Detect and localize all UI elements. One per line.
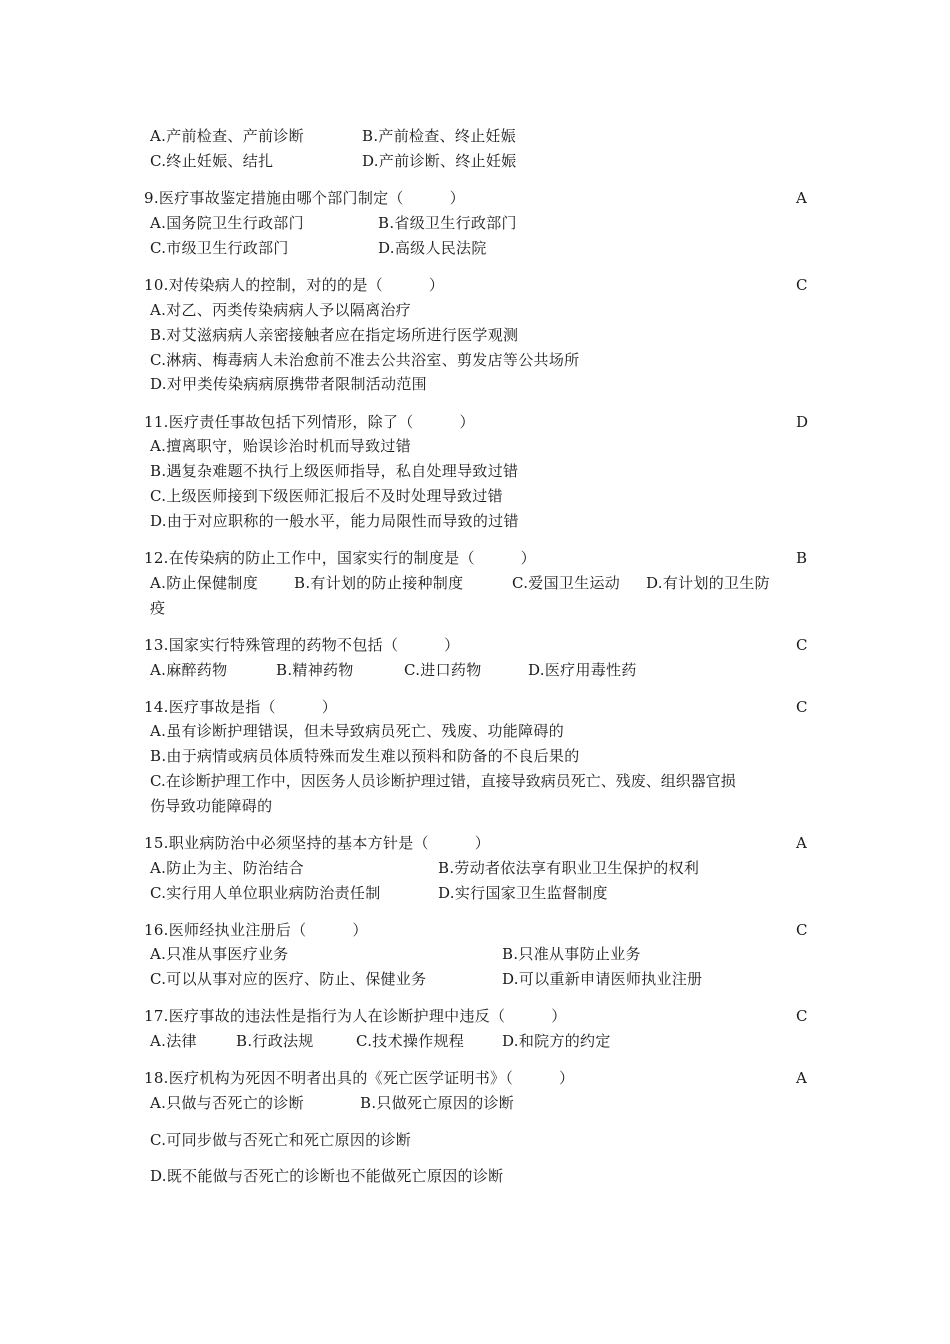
q16-option-b: B.只准从事防止业务 [502,945,641,963]
q12-option-a: A.防止保健制度 [150,574,259,592]
q9-answer: A [796,189,807,207]
q16-option-c: C.可以从事对应的医疗、防止、保健业务 [150,970,427,988]
q15-option-a: A.防止为主、防治结合 [150,859,304,877]
q9-option-a: A.国务院卫生行政部门 [150,214,304,232]
q9-stem: 9.医疗事故鉴定措施由哪个部门制定（ ） [144,189,465,207]
q18-option-a: A.只做与否死亡的诊断 [150,1094,304,1112]
q17-option-a: A.法律 [150,1032,197,1050]
q18-option-d: D.既不能做与否死亡的诊断也不能做死亡原因的诊断 [150,1167,504,1185]
q10-option-b: B.对艾滋病病人亲密接触者应在指定场所进行医学观测 [150,326,519,344]
q13-answer: C [796,636,808,654]
q14-option-a: A.虽有诊断护理错误，但未导致病员死亡、残废、功能障碍的 [150,722,565,740]
q15-option-c: C.实行用人单位职业病防治责任制 [150,884,381,902]
q18-option-c: C.可同步做与否死亡和死亡原因的诊断 [150,1131,412,1149]
q11-option-c: C.上级医师接到下级医师汇报后不及时处理导致过错 [150,487,503,505]
q10-option-d: D.对甲类传染病病原携带者限制活动范围 [150,375,427,393]
q10-answer: C [796,276,808,294]
q13-option-b: B.精神药物 [276,661,354,679]
q15-stem: 15.职业病防治中必须坚持的基本方针是（ ） [144,834,491,852]
q9-option-c: C.市级卫生行政部门 [150,239,289,257]
q8-option-b: B.产前检查、终止妊娠 [362,127,517,145]
q16-stem: 16.医师经执业注册后（ ） [144,921,368,939]
q12-option-d-continued: 疫 [150,599,166,617]
q18-stem: 18.医疗机构为死因不明者出具的《死亡医学证明书》（ ） [144,1069,575,1087]
q13-option-d: D.医疗用毒性药 [528,661,637,679]
q14-option-c-continued: 伤导致功能障碍的 [150,797,273,815]
q12-option-d: D.有计划的卫生防 [646,574,770,592]
q17-stem: 17.医疗事故的违法性是指行为人在诊断护理中违反（ ） [144,1007,567,1025]
q10-option-c: C.淋病、梅毒病人未治愈前不准去公共浴室、剪发店等公共场所 [150,351,580,369]
q9-option-b: B.省级卫生行政部门 [378,214,517,232]
q12-answer: B [796,549,808,567]
q16-option-a: A.只准从事医疗业务 [150,945,289,963]
q9-option-d: D.高级人民法院 [378,239,487,257]
q12-option-b: B.有计划的防止接种制度 [294,574,464,592]
q11-option-b: B.遇复杂难题不执行上级医师指导，私自处理导致过错 [150,462,519,480]
q14-stem: 14.医疗事故是指（ ） [144,698,338,716]
q11-answer: D [796,413,809,431]
q8-option-c: C.终止妊娠、结扎 [150,152,274,170]
q15-option-d: D.实行国家卫生监督制度 [438,884,608,902]
q14-option-c: C.在诊断护理工作中，因医务人员诊断护理过错，直接导致病员死亡、残废、组织器官损 [150,772,736,790]
q18-option-b: B.只做死亡原因的诊断 [360,1094,515,1112]
q12-option-c: C.爱国卫生运动 [512,574,621,592]
q16-answer: C [796,921,808,939]
q17-option-b: B.行政法规 [236,1032,314,1050]
q17-answer: C [796,1007,808,1025]
q15-option-b: B.劳动者依法享有职业卫生保护的权利 [438,859,700,877]
q10-stem: 10.对传染病人的控制，对的的是（ ） [144,276,445,294]
q10-option-a: A.对乙、丙类传染病病人予以隔离治疗 [150,301,412,319]
q18-answer: A [796,1069,807,1087]
q8-option-a: A.产前检查、产前诊断 [150,127,304,145]
q11-stem: 11.医疗责任事故包括下列情形，除了（ ） [144,413,475,431]
q14-answer: C [796,698,808,716]
q11-option-a: A.擅离职守，贻误诊治时机而导致过错 [150,437,412,455]
q14-option-b: B.由于病情或病员体质特殊而发生难以预料和防备的不良后果的 [150,747,580,765]
q13-stem: 13.国家实行特殊管理的药物不包括（ ） [144,636,460,654]
q11-option-d: D.由于对应职称的一般水平，能力局限性而导致的过错 [150,512,519,530]
q17-option-c: C.技术操作规程 [356,1032,465,1050]
q16-option-d: D.可以重新申请医师执业注册 [502,970,703,988]
q8-option-d: D.产前诊断、终止妊娠 [362,152,517,170]
q12-stem: 12.在传染病的防止工作中，国家实行的制度是（ ） [144,549,536,567]
q13-option-c: C.进口药物 [404,661,482,679]
q13-option-a: A.麻醉药物 [150,661,228,679]
q17-option-d: D.和院方的约定 [502,1032,611,1050]
q15-answer: A [796,834,807,852]
